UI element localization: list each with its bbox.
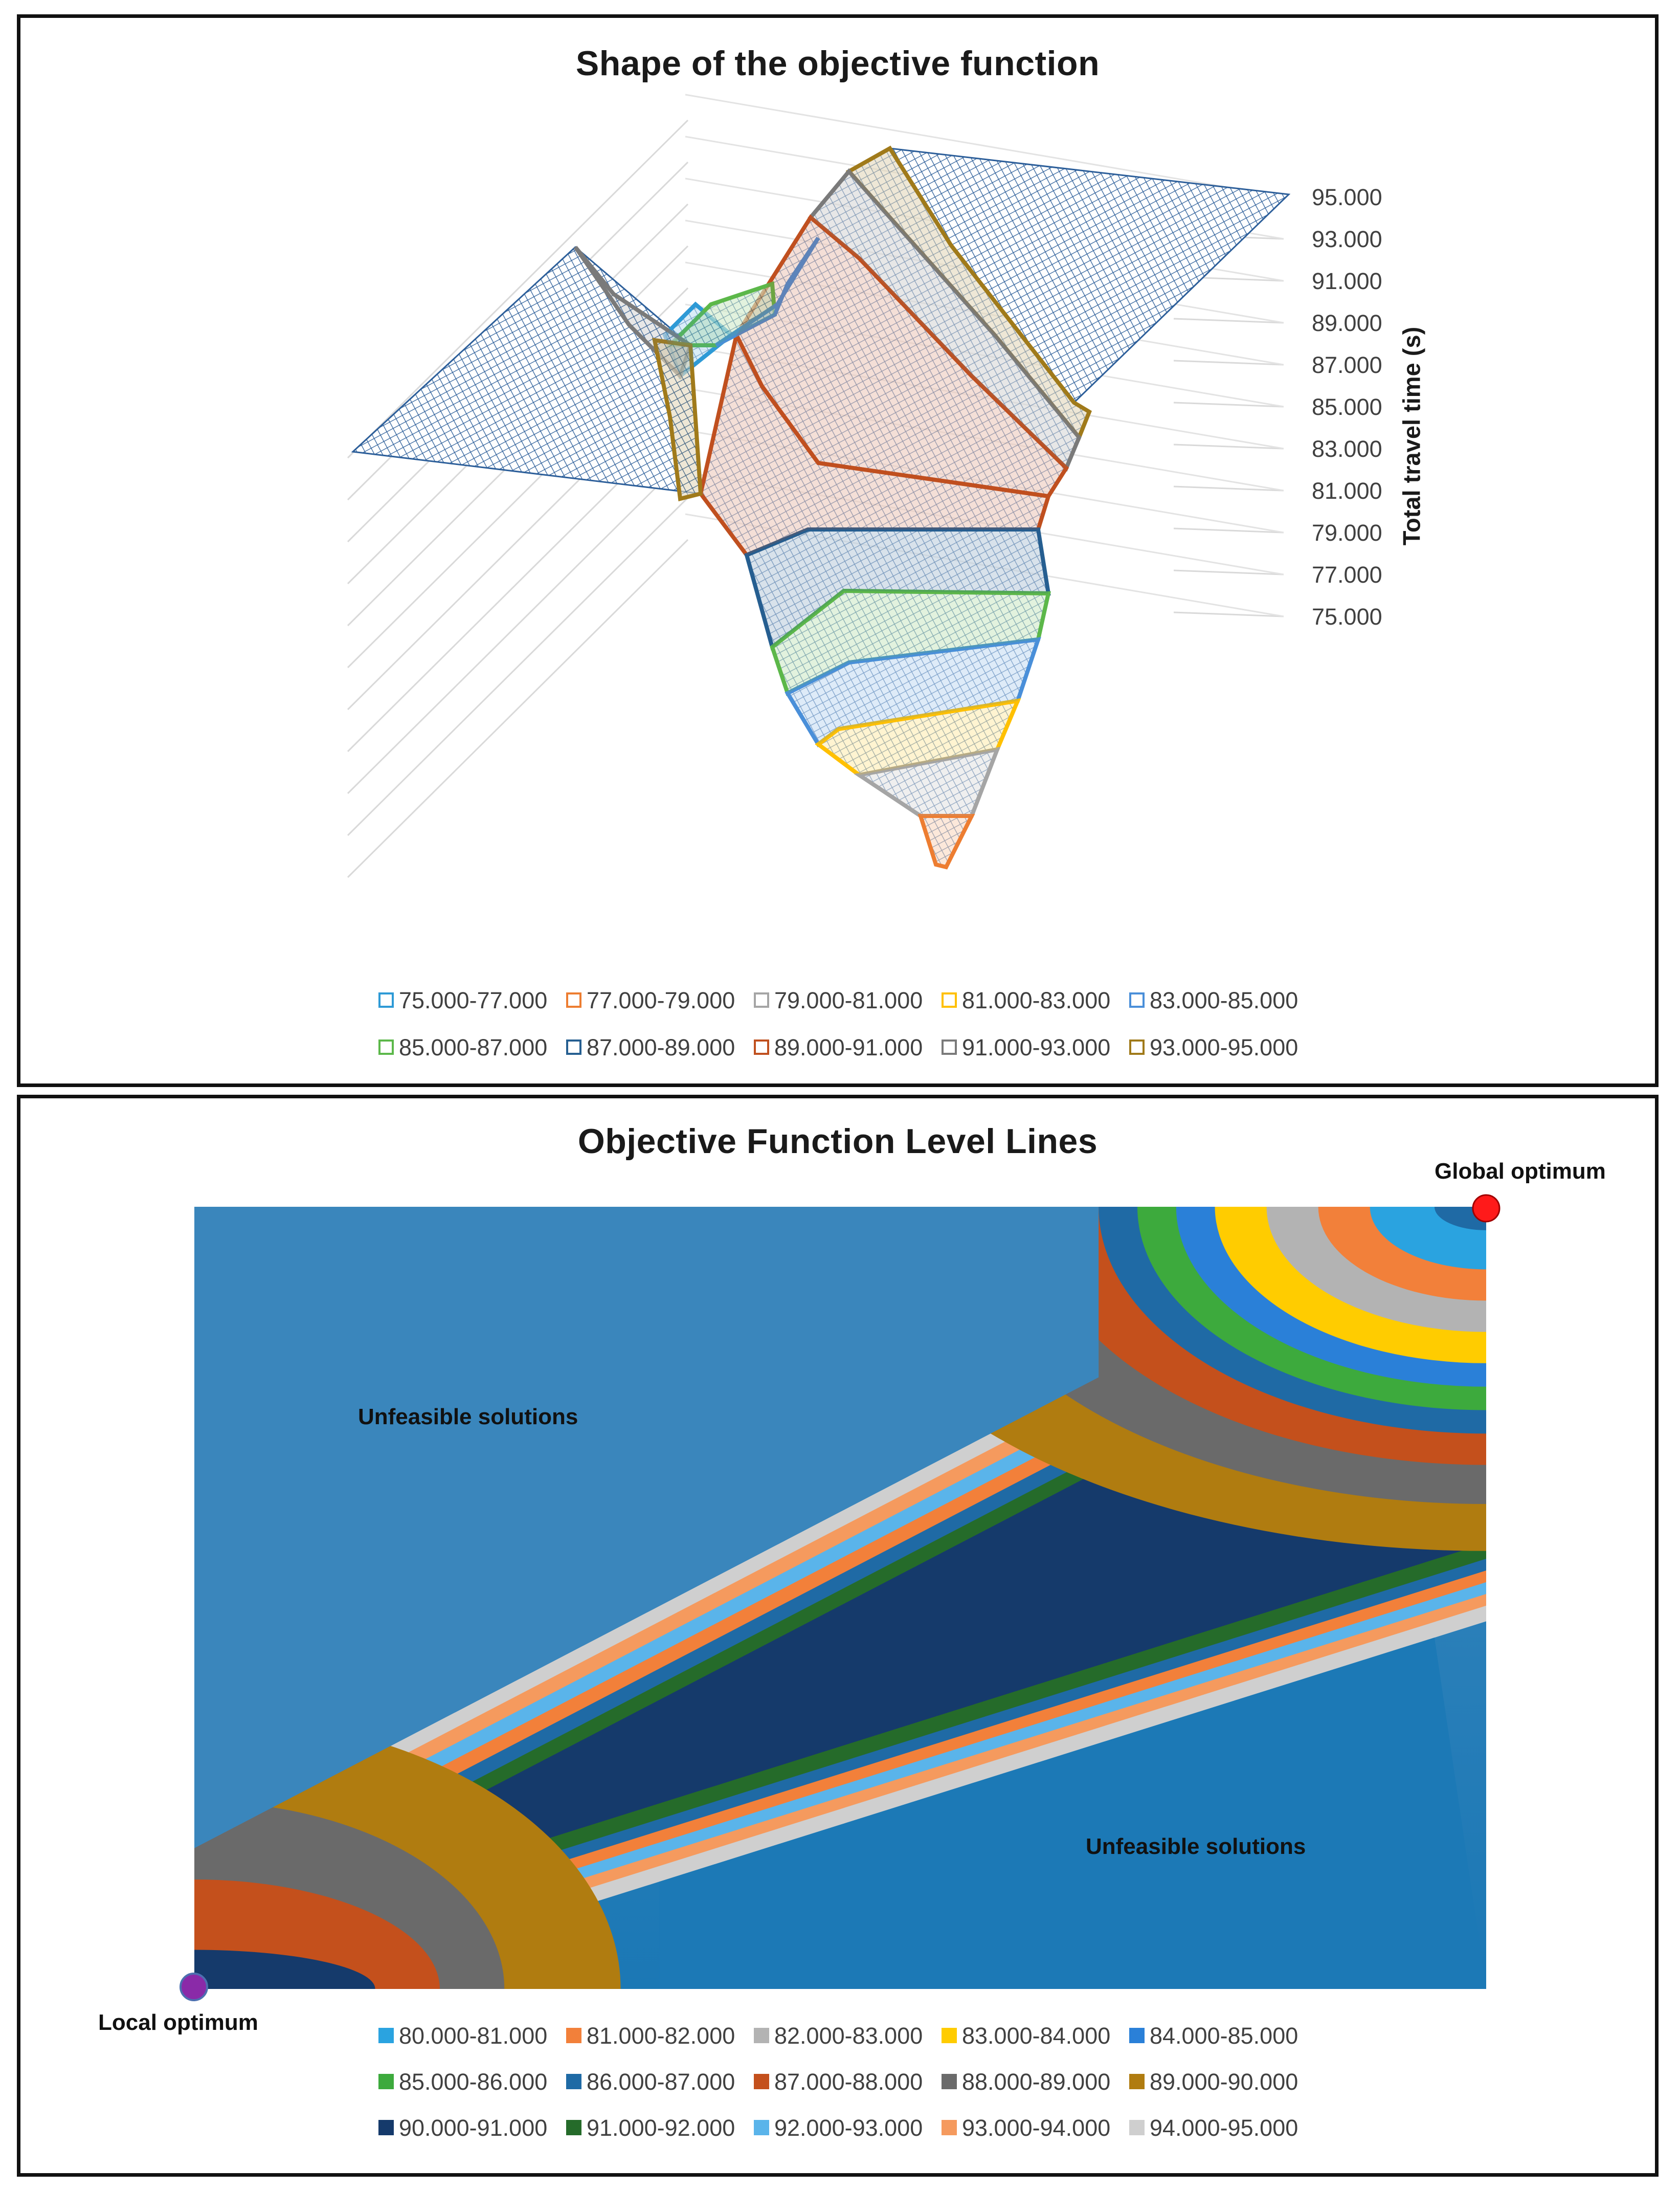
legend-label: 86.000-87.000 <box>587 2069 735 2095</box>
unfeasible-label-top: Unfeasible solutions <box>358 1404 578 1429</box>
legend-item <box>1129 2069 1298 2095</box>
z-tick-label: 93.000 <box>1312 226 1382 252</box>
legend-label: 94.000-95.000 <box>1150 2115 1298 2141</box>
local-optimum-marker <box>181 1974 207 2000</box>
legend-item <box>378 987 547 1014</box>
legend-item <box>566 2115 735 2141</box>
legend-swatch <box>942 1039 957 1055</box>
legend-item <box>942 987 1110 1014</box>
legend-swatch <box>754 2074 769 2089</box>
side-wall-gridline <box>348 456 688 793</box>
legend-swatch <box>942 2120 957 2135</box>
legend-swatch <box>942 2074 957 2089</box>
legend-item <box>942 1034 1110 1061</box>
legend-label: 89.000-91.000 <box>774 1034 923 1060</box>
z-tick-label: 81.000 <box>1312 478 1382 504</box>
plateau-left <box>353 247 701 494</box>
legend-label: 93.000-95.000 <box>1150 1034 1298 1060</box>
legend-label: 75.000-77.000 <box>399 987 548 1013</box>
legend-item <box>378 2023 547 2049</box>
legend-swatch <box>754 1039 769 1055</box>
legend-swatch <box>566 2028 581 2043</box>
legend-item <box>754 2069 923 2095</box>
legend-label: 91.000-93.000 <box>962 1034 1111 1060</box>
z-tick-label: 89.000 <box>1312 310 1382 336</box>
legend-swatch <box>942 992 957 1008</box>
legend-item <box>754 2115 923 2141</box>
legend-item <box>942 2069 1110 2095</box>
legend-swatch <box>566 2120 581 2135</box>
legend-label: 82.000-83.000 <box>774 2023 923 2049</box>
surface-chart-panel <box>17 14 1659 1087</box>
legend-swatch <box>1129 2120 1145 2135</box>
legend-swatch <box>1129 2074 1145 2089</box>
legend-label: 85.000-87.000 <box>399 1034 548 1060</box>
legend-label: 87.000-88.000 <box>774 2069 923 2095</box>
level-lines-title: Objective Function Level Lines <box>577 1122 1098 1161</box>
legend-swatch <box>942 2028 957 2043</box>
level-lines-legend <box>378 2023 1401 2161</box>
legend-swatch <box>378 2120 394 2135</box>
legend-item <box>942 2115 1110 2141</box>
global-optimum-label: Global optimum <box>1435 1159 1606 1184</box>
legend-swatch <box>378 2074 394 2089</box>
z-tick-label: 83.000 <box>1312 436 1382 462</box>
legend-label: 90.000-91.000 <box>399 2115 548 2141</box>
legend-item <box>1129 1034 1298 1061</box>
side-wall-gridline <box>348 498 688 835</box>
legend-swatch <box>378 1039 394 1055</box>
legend-label: 83.000-84.000 <box>962 2023 1111 2049</box>
legend-item <box>378 1034 547 1061</box>
z-tick-label: 79.000 <box>1312 520 1382 546</box>
legend-label: 88.000-89.000 <box>962 2069 1111 2095</box>
legend-swatch <box>378 2028 394 2043</box>
legend-swatch <box>566 1039 581 1055</box>
surface-chart-title: Shape of the objective function <box>575 44 1100 83</box>
z-tick-label: 95.000 <box>1312 184 1382 210</box>
legend-label: 84.000-85.000 <box>1150 2023 1298 2049</box>
surface-z-ticks <box>1312 184 1382 630</box>
legend-item <box>1129 2023 1298 2049</box>
legend-label: 87.000-89.000 <box>587 1034 735 1060</box>
legend-item <box>566 987 735 1014</box>
legend-item <box>754 987 923 1014</box>
legend-item <box>378 2115 547 2141</box>
z-tick-label: 87.000 <box>1312 352 1382 378</box>
legend-item <box>566 2023 735 2049</box>
surface-z-axis-label: Total travel time (s) <box>1398 326 1425 546</box>
surface-legend <box>378 987 1401 1059</box>
legend-item <box>566 1034 735 1061</box>
level-lines-bands <box>20 1098 1655 2173</box>
legend-swatch <box>378 992 394 1008</box>
legend-label: 92.000-93.000 <box>774 2115 923 2141</box>
legend-swatch <box>566 2074 581 2089</box>
legend-item <box>754 2023 923 2049</box>
legend-label: 83.000-85.000 <box>1150 987 1298 1013</box>
z-tick-label: 75.000 <box>1312 604 1382 630</box>
z-tick-label: 77.000 <box>1312 562 1382 588</box>
legend-label: 93.000-94.000 <box>962 2115 1111 2141</box>
legend-item <box>1129 2115 1298 2141</box>
z-tick-label: 91.000 <box>1312 268 1382 294</box>
legend-label: 81.000-82.000 <box>587 2023 735 2049</box>
legend-swatch <box>754 992 769 1008</box>
level-lines-plot <box>20 1098 1655 2173</box>
legend-item <box>378 2069 547 2095</box>
legend-label: 79.000-81.000 <box>774 987 923 1013</box>
legend-swatch <box>1129 992 1145 1008</box>
legend-label: 77.000-79.000 <box>587 987 735 1013</box>
legend-swatch <box>1129 2028 1145 2043</box>
legend-item <box>754 1034 923 1061</box>
legend-item <box>1129 987 1298 1014</box>
legend-item <box>942 2023 1110 2049</box>
legend-item <box>566 2069 735 2095</box>
legend-label: 85.000-86.000 <box>399 2069 548 2095</box>
legend-swatch <box>1129 1039 1145 1055</box>
global-optimum-marker <box>1473 1195 1499 1222</box>
side-wall-gridline <box>348 540 688 877</box>
level-lines-panel <box>17 1095 1659 2177</box>
unfeasible-label-bottom: Unfeasible solutions <box>1086 1834 1306 1859</box>
legend-label: 81.000-83.000 <box>962 987 1111 1013</box>
legend-label: 91.000-92.000 <box>587 2115 735 2141</box>
surface-mesh <box>353 148 1289 867</box>
legend-label: 89.000-90.000 <box>1150 2069 1298 2095</box>
local-optimum-label: Local optimum <box>98 2010 258 2035</box>
legend-swatch <box>754 2120 769 2135</box>
legend-swatch <box>754 2028 769 2043</box>
legend-label: 80.000-81.000 <box>399 2023 548 2049</box>
legend-swatch <box>566 992 581 1008</box>
z-tick-label: 85.000 <box>1312 394 1382 420</box>
